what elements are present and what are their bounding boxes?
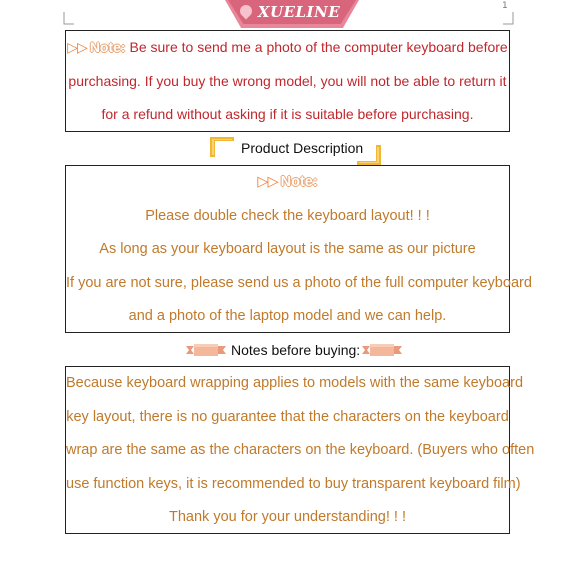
notes-before-buying-box xyxy=(65,366,535,534)
notes-line: key layout, there is no guarantee that the characters on the keyboard xyxy=(66,408,509,425)
notes-line: Because keyboard wrapping applies to models with the same keyboard xyxy=(66,375,524,391)
ribbon-icon xyxy=(362,343,402,357)
page-corner-mark-right xyxy=(503,12,515,26)
note-label: Note: xyxy=(280,174,318,190)
purchase-note-line xyxy=(66,31,509,65)
product-note-label-line xyxy=(66,166,509,200)
notes-line: Thank you for your understanding! ! ! xyxy=(169,509,406,525)
note-label: Note: xyxy=(89,39,126,55)
ribbon-icon xyxy=(186,343,226,357)
double-arrow-icon: ▷▷ xyxy=(257,174,278,190)
product-description-line: As long as your keyboard layout is the same as our picture xyxy=(99,241,476,257)
purchase-note-line: purchasing. If you buy the wrong model, you will not be able to return it xyxy=(68,72,507,89)
page-number: 1 xyxy=(502,1,508,11)
product-description-line: and a photo of the laptop model and we can help. xyxy=(128,308,447,324)
purchase-note-line: for a refund without asking if it is suitable before purchasing. xyxy=(101,106,474,122)
product-description-heading: Product Description xyxy=(241,140,364,156)
corner-bracket-icon xyxy=(208,135,236,159)
notes-line: wrap are the same as the characters on the keyboard. (Buyers who often xyxy=(66,442,535,458)
notes-before-buying-heading: Notes before buying: xyxy=(231,342,361,358)
page-corner-mark-left xyxy=(62,12,74,26)
double-arrow-icon: ▷▷ xyxy=(67,39,87,55)
brand-name: XUELINE xyxy=(257,3,341,21)
corner-bracket-icon xyxy=(355,143,383,167)
product-description-line: If you are not sure, please send us a photo of the full computer keyboard xyxy=(66,274,532,291)
product-description-box xyxy=(65,165,532,333)
purchase-note-box xyxy=(65,30,510,132)
purchase-note-text: Be sure to send me a photo of the computer keyboard before xyxy=(129,39,508,55)
notes-line: use function keys, it is recommended to buy transparent keyboard film) xyxy=(66,475,521,492)
product-description-line: Please double check the keyboard layout! ! ! xyxy=(145,207,430,224)
